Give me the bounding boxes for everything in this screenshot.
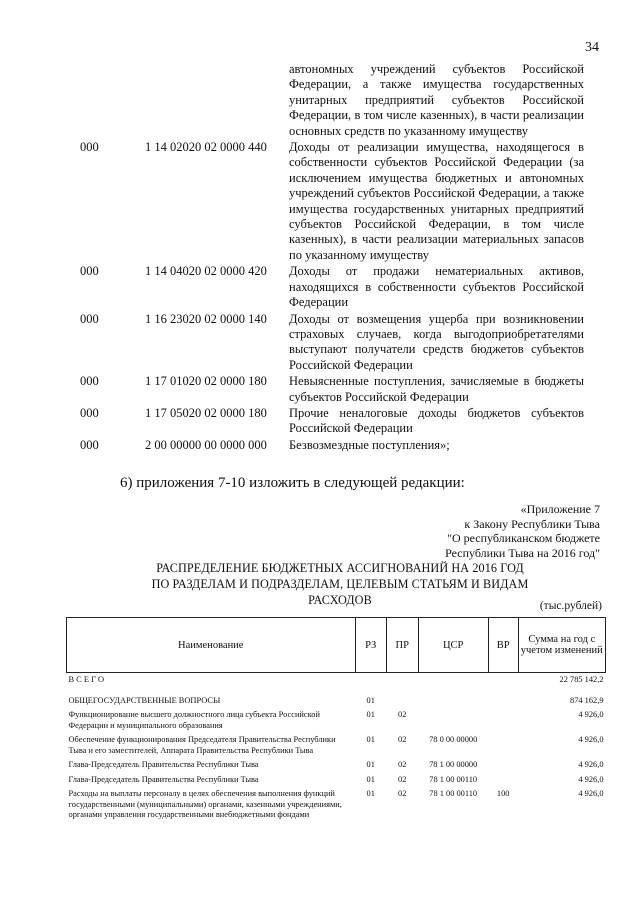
unit-label: (тыс.рублей) (539, 600, 602, 612)
cell-name: Глава-Председатель Правительства Республики Тыва (68, 774, 259, 784)
appendix-line: к Закону Республики Тыва (464, 516, 600, 531)
cell-pr: 02 (398, 760, 407, 769)
table-row (67, 773, 606, 788)
admin-code: 000 (80, 437, 99, 452)
header-vr: ВР (488, 618, 518, 673)
cell-rz: 01 (366, 760, 375, 769)
budget-code: 1 17 01020 02 0000 180 (145, 374, 267, 389)
cell-csr: 78 0 00 00000 (429, 735, 478, 744)
header-pr: ПР (386, 618, 418, 673)
cell-vr (488, 694, 518, 709)
document-title (120, 560, 560, 608)
code-row (0, 62, 640, 140)
budget-code: 1 14 04020 02 0000 420 (145, 264, 267, 279)
budget-code: 1 14 02020 02 0000 440 (145, 140, 267, 155)
budget-code: 1 16 23020 02 0000 140 (145, 311, 267, 326)
cell-csr (418, 694, 488, 709)
table-row (67, 758, 606, 773)
table-row (67, 673, 606, 688)
cell-rz (355, 673, 386, 688)
cell-csr (418, 673, 488, 688)
code-row-text: Невыясненные поступления, зачисляемые в бюджеты субъектов Российской Федерации (289, 374, 584, 404)
budget-code: 2 00 00000 00 0000 000 (145, 437, 267, 452)
cell-vr (488, 733, 518, 758)
budget-table (66, 617, 606, 823)
code-row (0, 312, 640, 375)
code-row-text: автономных учреждений субъектов Российской Федерации, а также имущества государственных унитарных предприятий субъектов Российской Федерации, в том числе казенных), в части реализации основных средств по указанному имуществу (289, 62, 584, 138)
cell-rz: 01 (366, 695, 375, 705)
cell-sum: 4 926,0 (578, 710, 604, 719)
cell-vr (488, 758, 518, 773)
cell-pr (386, 694, 418, 709)
table-row (67, 694, 606, 709)
admin-code: 000 (80, 374, 99, 389)
title-line: ПО РАЗДЕЛАМ И ПОДРАЗДЕЛАМ, ЦЕЛЕВЫМ СТАТЬЯМ И ВИДАМ РАСХОДОВ (151, 577, 529, 607)
cell-csr: 78 1 00 00110 (429, 789, 478, 798)
cell-rz: 01 (366, 774, 375, 784)
appendix-line: "О республиканском бюджете (447, 531, 600, 546)
admin-code: 000 (80, 311, 99, 326)
code-row-text: Доходы от продажи нематериальных активов, находящихся в собственности субъектов Российской Федерации (289, 264, 584, 310)
table-row (67, 787, 606, 823)
code-row (0, 374, 640, 406)
cell-csr: 78 1 00 00000 (429, 760, 478, 769)
cell-pr: 02 (398, 774, 407, 784)
cell-vr (488, 673, 518, 688)
appendix-line: «Приложение 7 (520, 502, 600, 516)
table-header-row (67, 618, 606, 673)
cell-csr (418, 708, 488, 733)
cell-csr: 78 1 00 00110 (429, 774, 478, 784)
cell-name: Функционирование высшего должностного лица субъекта Российской Федерации и муниципального образования (68, 710, 320, 730)
admin-code: 000 (80, 140, 99, 155)
cell-sum: 874 162,9 (570, 695, 604, 705)
cell-name: Обеспечение функционирования Председателя Правительства Республики Тыва и его заместителей, Аппарата Правительства Республики Тыва (68, 735, 336, 755)
header-rz: РЗ (355, 618, 386, 673)
code-row (0, 264, 640, 311)
cell-sum: 4 926,0 (578, 774, 604, 784)
code-row (0, 140, 640, 264)
appendix-reference (445, 502, 600, 560)
budget-code: 1 17 05020 02 0000 180 (145, 405, 267, 420)
cell-sum: 4 926,0 (578, 789, 604, 798)
cell-name: В С Е Г О (68, 675, 105, 684)
header-sum: Сумма на год с учетом изменений (518, 618, 605, 673)
code-row-text: Доходы от возмещения ущерба при возникновении страховых случаев, когда выгодоприобретателями выступают получатели средств бюджетов субъектов Российской Федерации (289, 311, 584, 372)
cell-rz: 01 (366, 710, 375, 719)
cell-sum: 4 926,0 (578, 735, 604, 744)
code-row-text: Доходы от реализации имущества, находящегося в собственности субъектов Российской Федерации (за исключением имущества бюджетных и автономных учреждений субъектов Российской Федерации, а также имущества государственных унитарных предприятий субъектов Российской Федерации, в том числе казенных), в части реализации материальных запасов по указанному имуществу (289, 140, 584, 262)
cell-sum: 4 926,0 (578, 760, 604, 769)
cell-sum: 22 785 142,2 (559, 675, 604, 684)
cell-name: Расходы на выплаты персоналу в целях обеспечения выполнения функций государственными (муниципальными) органами, казенными учреждениями, органами управления государственными внебюджетными фондами (68, 789, 342, 819)
code-row (0, 406, 640, 438)
revenue-codes-list (0, 62, 640, 454)
cell-vr (488, 773, 518, 788)
code-row (0, 438, 640, 454)
code-row-text: Безвозмездные поступления»; (289, 437, 450, 452)
table-row (67, 708, 606, 733)
cell-pr: 02 (398, 735, 407, 744)
code-row-text: Прочие неналоговые доходы бюджетов субъектов Российской Федерации (289, 405, 584, 436)
page-number: 34 (585, 40, 599, 55)
cell-pr: 02 (398, 789, 407, 798)
cell-vr: 100 (496, 789, 510, 798)
cell-name: Глава-Председатель Правительства Республики Тыва (68, 760, 259, 769)
admin-code: 000 (80, 264, 99, 279)
title-line: РАСПРЕДЕЛЕНИЕ БЮДЖЕТНЫХ АССИГНОВАНИЙ НА 2016 ГОД (156, 561, 524, 575)
cell-pr: 02 (398, 710, 407, 719)
cell-rz: 01 (366, 735, 375, 744)
cell-rz: 01 (366, 789, 375, 798)
cell-name: ОБЩЕГОСУДАРСТВЕННЫЕ ВОПРОСЫ (68, 695, 221, 705)
cell-pr (386, 673, 418, 688)
admin-code: 000 (80, 405, 99, 420)
header-name: Наименование (67, 618, 356, 673)
table-row (67, 733, 606, 758)
appendix-line: Республики Тыва на 2016 год" (445, 545, 600, 560)
item-6-heading: 6) приложения 7-10 изложить в следующей редакции: (120, 475, 465, 491)
header-csr: ЦСР (418, 618, 488, 673)
cell-vr (488, 708, 518, 733)
